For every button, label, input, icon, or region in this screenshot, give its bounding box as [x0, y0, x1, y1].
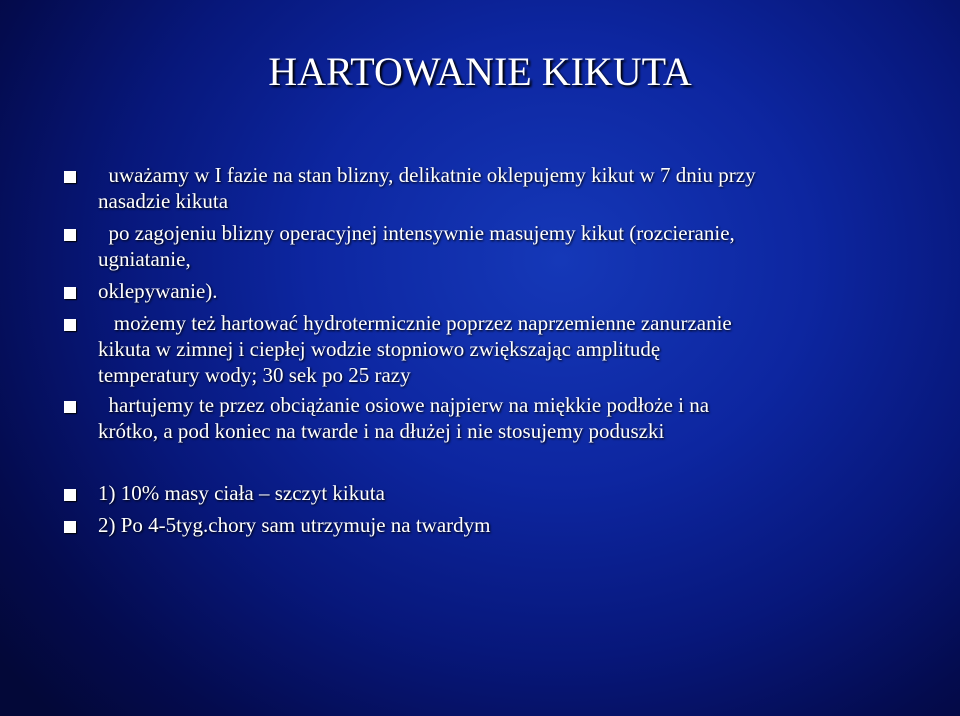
square-bullet-icon — [64, 319, 76, 331]
bullet-text: 1) 10% masy ciała – szczyt kikuta — [98, 481, 385, 505]
square-bullet-icon — [64, 521, 76, 533]
bullet-text: możemy też hartować hydrotermicznie poprzez naprzemienne zanurzanie kikuta w zimnej i ciepłej wodzie stopniowo zwiększając amplitudę temperatury wody; 30 sek po 25 razy — [98, 311, 732, 387]
square-bullet-icon — [64, 401, 76, 413]
bullet-text: po zagojeniu blizny operacyjnej intensywnie masujemy kikut (rozcieranie, ugniatanie, — [98, 221, 735, 271]
bullet-text: oklepywanie). — [98, 279, 218, 303]
square-bullet-icon — [64, 171, 76, 183]
bullet-text: 2) Po 4-5tyg.chory sam utrzymuje na twardym — [98, 513, 491, 537]
square-bullet-icon — [64, 229, 76, 241]
square-bullet-icon — [64, 489, 76, 501]
square-bullet-icon — [64, 287, 76, 299]
bullet-text: uważamy w I fazie na stan blizny, delikatnie oklepujemy kikut w 7 dniu przy nasadzie kikuta — [98, 163, 756, 213]
slide-title: HARTOWANIE KIKUTA — [268, 49, 692, 94]
bullet-text: hartujemy te przez obciążanie osiowe najpierw na miękkie podłoże i na krótko, a pod koniec na twarde i na dłużej i nie stosujemy poduszki — [98, 393, 710, 443]
